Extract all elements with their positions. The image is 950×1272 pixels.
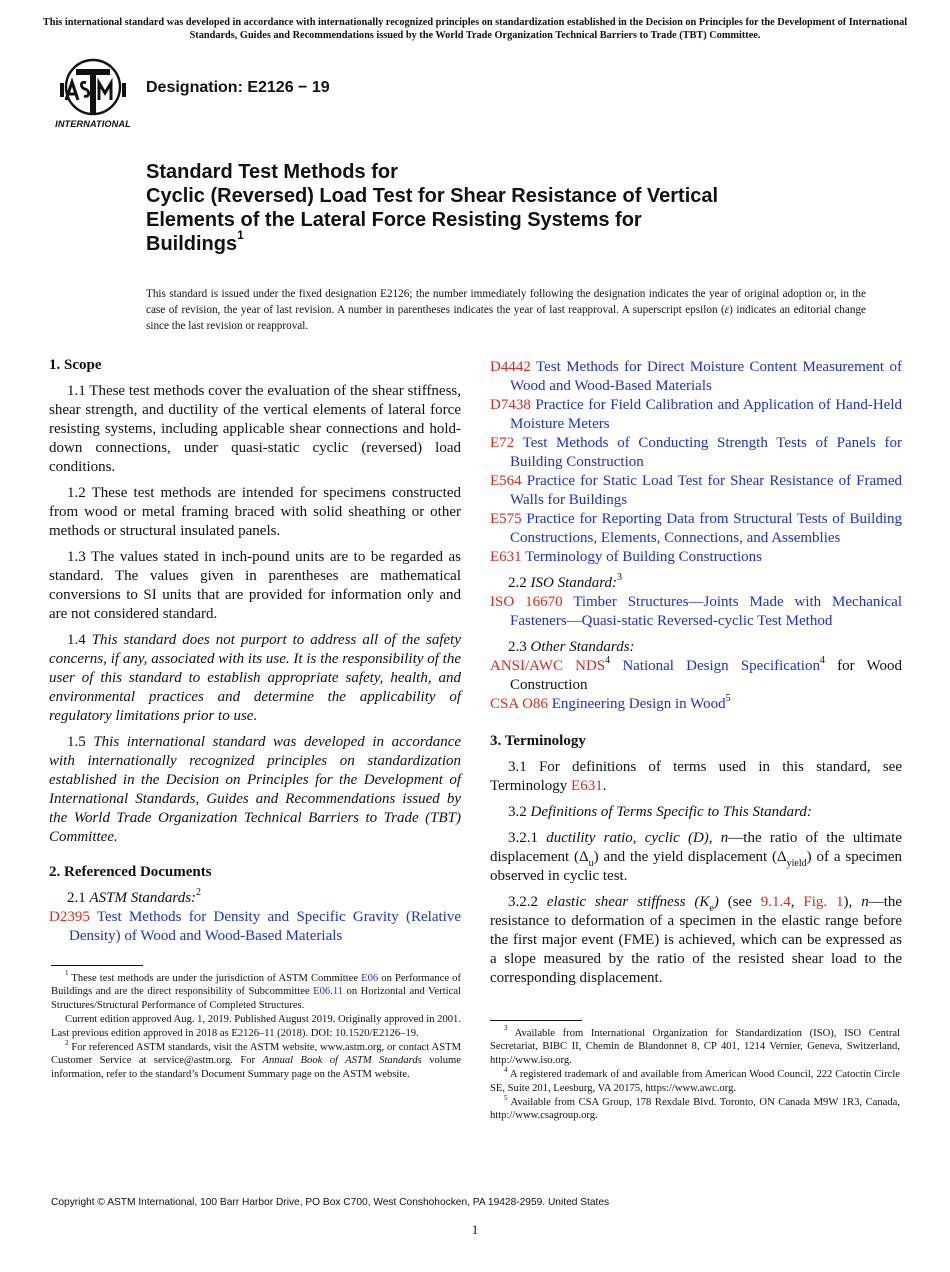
- section-heading-referenced-documents: 2. Referenced Documents: [49, 864, 212, 880]
- title-line: Elements of the Lateral Force Resisting Systems for: [146, 209, 642, 231]
- reference-item[interactable]: [490, 548, 902, 567]
- title-last-word: Buildings: [146, 233, 238, 255]
- paragraph-3-1: 3.1 For definitions of terms used in this standard, see Terminology E631.: [490, 759, 902, 794]
- page-number: 1: [471, 1222, 479, 1237]
- reference-code[interactable]: D2395: [49, 909, 90, 925]
- section-link[interactable]: 9.1.4: [760, 894, 791, 910]
- logo-text: INTERNATIONAL: [55, 119, 131, 129]
- subcommittee-link[interactable]: E06.11: [313, 986, 344, 998]
- reference-item[interactable]: [490, 358, 902, 396]
- footnote-2: $^2$ For referenced ASTM standards, visit the ASTM website, www.astm.org, or contact ASTM Customer Service at service@astm.org. For Annual Book of ASTM Standards volume information, refer to the standard’s Document Summary page on the ASTM website.: [51, 1038, 461, 1080]
- committee-link[interactable]: E06: [361, 973, 379, 984]
- left-column: [49, 356, 461, 946]
- reference-item[interactable]: [490, 593, 902, 631]
- right-column: [490, 358, 902, 988]
- section-heading-scope: 1. Scope: [49, 357, 102, 373]
- iso-standard-label: 2.2 ISO Standard:$^3$: [508, 572, 623, 591]
- astm-logo-icon: [52, 56, 134, 118]
- footnote-5: $^5$ Available from CSA Group, 178 Rexdale Blvd. Toronto, ON Canada M9W 1R3, Canada, http://www.csagroup.org.: [490, 1093, 900, 1122]
- reference-code[interactable]: E631: [490, 549, 522, 565]
- footnote-1: $^1$ These test methods are under the jurisdiction of ASTM Committee E06 on Performance of Buildings and are the direct responsibility of Subcommittee E06.11 on Horizontal and Vertical Structures/Structural Performance of Completed Structures.: [51, 969, 461, 1011]
- reference-code[interactable]: ISO 16670: [490, 594, 563, 610]
- reference-link[interactable]: Test Methods of Conducting Strength Tests of Panels for Building Construction: [510, 435, 903, 470]
- reference-code[interactable]: CSA O86: [490, 696, 548, 712]
- reference-code[interactable]: E564: [490, 473, 522, 489]
- reference-item[interactable]: [49, 908, 461, 946]
- paragraph-1-1: 1.1 These test methods cover the evaluation of the shear stiffness, shear strength, and ductility of the vertical elements of lateral force resisting systems, including applicable shear connections and hold-down connections, under quasi-static cyclic (reversed) load conditions.: [49, 383, 461, 475]
- footnote-4: $^4$ A registered trademark of and available from American Wood Council, 222 Catoctin Circle SE, Suite 201, Leesburg, VA 20175, https://www.awc.org.: [490, 1065, 900, 1094]
- footnote-divider: [490, 1020, 582, 1021]
- title-line: [146, 228, 866, 256]
- reference-code[interactable]: E72: [490, 435, 515, 451]
- paragraph-3-2: 3.2 Definitions of Terms Specific to This Standard:: [508, 804, 812, 820]
- footnote-ref: 1: [237, 228, 244, 243]
- reference-code[interactable]: D4442: [490, 359, 531, 375]
- tbt-notice: This international standard was developed in accordance with internationally recognized principles on standardization established in the Decision on Principles for the Development of International Standards, Guides and Recommendations issued by the World Trade Organization Technical Barriers to Trade (TBT) Committee.: [42, 17, 908, 41]
- reference-link[interactable]: Practice for Static Load Test for Shear Resistance of Framed Walls for Buildings: [510, 473, 902, 508]
- issue-note: [146, 286, 866, 334]
- footnote-1-edition: Current edition approved Aug. 1, 2019. Published August 2019. Originally approved in 2001. Last previous edition approved in 2018 as E2126–11 (2018). DOI: 10.1520/E2126–19.: [51, 1014, 461, 1039]
- reference-item[interactable]: [490, 472, 902, 510]
- paragraph-1-5: 1.5 This international standard was developed in accordance with internationally recognized principles on standardization established in the Decision on Principles for the Development of International Standards, Guides and Recommendations issued by the World Trade Organization Technical Barriers to Trade (TBT) Committee.: [49, 734, 462, 845]
- reference-code[interactable]: ANSI/AWC NDS: [490, 658, 606, 674]
- title-line: Standard Test Methods for: [146, 161, 398, 183]
- reference-item[interactable]: [490, 434, 902, 472]
- issue-note-text: ) indicates an editorial change since the last revision or reapproval.: [146, 304, 866, 332]
- paragraph-1-4: 1.4 This standard does not purport to address all of the safety concerns, if any, associated with its use. It is the responsibility of the user of this standard to establish appropriate safety, health, and environmental practices and determine the applicability of regulatory limitations prior to use.: [49, 632, 462, 724]
- reference-item[interactable]: CSA O86 Engineering Design in Wood$^5$: [490, 693, 731, 712]
- document-title: [146, 160, 866, 256]
- footnotes-right: [490, 1024, 900, 1124]
- reference-link[interactable]: Test Methods for Density and Specific Gravity (Relative Density) of Wood and Wood-Based Materials: [69, 909, 461, 944]
- terminology-link[interactable]: E631: [571, 778, 603, 794]
- reference-link[interactable]: Engineering Design in Wood: [551, 696, 726, 712]
- issue-note-text: This standard is issued under the fixed designation E2126; the number immediately following the designation indicates the year of original adoption or, in the case of revision, the year of last revision. A number in parentheses indicates the year of last reapproval. A superscript epsilon (: [146, 288, 866, 316]
- section-heading-terminology: 3. Terminology: [490, 733, 586, 749]
- astm-logo: [52, 56, 134, 132]
- footnotes-left: [51, 969, 461, 1082]
- reference-code[interactable]: E575: [490, 511, 522, 527]
- other-standards-label: 2.3 Other Standards:: [508, 639, 635, 655]
- reference-link[interactable]: Test Methods for Direct Moisture Content Measurement of Wood and Wood-Based Materials: [510, 359, 902, 394]
- reference-link[interactable]: Terminology of Building Constructions: [525, 549, 763, 565]
- astm-standards-label: 2.1 ASTM Standards:$^2$: [67, 887, 202, 906]
- paragraph-1-3: 1.3 The values stated in inch-pound units are to be regarded as standard. The values given in parentheses are mathematical conversions to SI units that are provided for information only and are not considered standard.: [49, 549, 461, 622]
- reference-link[interactable]: National Design Specification: [622, 658, 820, 674]
- reference-link[interactable]: Practice for Field Calibration and Application of Hand-Held Moisture Meters: [510, 397, 902, 432]
- paragraph-1-2: 1.2 These test methods are intended for specimens constructed from wood or metal framing braced with solid sheathing or other methods or structural insulated panels.: [49, 485, 461, 539]
- copyright-line: Copyright © ASTM International, 100 Barr Harbor Drive, PO Box C700, West Conshohocken, PA 19428-2959. United States: [51, 1197, 610, 1208]
- reference-link[interactable]: Practice for Reporting Data from Structural Tests of Building Constructions, Elements, Connections, and Assemblies: [510, 511, 902, 546]
- reference-link[interactable]: Timber Structures—Joints Made with Mechanical Fasteners—Quasi-static Reversed-cyclic Test Method: [510, 594, 903, 629]
- title-line: Cyclic (Reversed) Load Test for Shear Resistance of Vertical: [146, 185, 719, 207]
- reference-item[interactable]: [490, 396, 902, 434]
- reference-code[interactable]: D7438: [490, 397, 531, 413]
- footnote-3: $^3$ Available from International Organization for Standardization (ISO), ISO Central Secretariat, BIBC II, Chemin de Blandonnet 8, CP 401, 1214 Vernier, Geneva, Switzerland, http://www.iso.org.: [490, 1024, 900, 1066]
- paragraph-3-2-2: 3.2.2 elastic shear stiffness $(K_e)$ (see 9.1.4, Fig. 1), n—the resistance to deformation of a specimen in the elastic range before the first major event (FME) is achieved, which can be expressed as a slope measured by the ratio of the resisted shear load to the corresponding displacement.: [490, 894, 903, 986]
- footnote-divider: [51, 965, 143, 966]
- epsilon-symbol: ε: [724, 304, 730, 316]
- figure-link[interactable]: Fig. 1: [803, 894, 844, 910]
- reference-item[interactable]: ANSI/AWC NDS$^4$ National Design Specification$^4$ for Wood Construction: [490, 655, 902, 693]
- designation: Designation: E2126 − 19: [146, 79, 330, 96]
- reference-item[interactable]: [490, 510, 902, 548]
- paragraph-3-2-1: 3.2.1 ductility ratio, cyclic (D), n—the ratio of the ultimate displacement $(\Delta_u)$ and the yield displacement $(\Delta_{yield})$ of a specimen observed in cyclic test.: [490, 830, 903, 884]
